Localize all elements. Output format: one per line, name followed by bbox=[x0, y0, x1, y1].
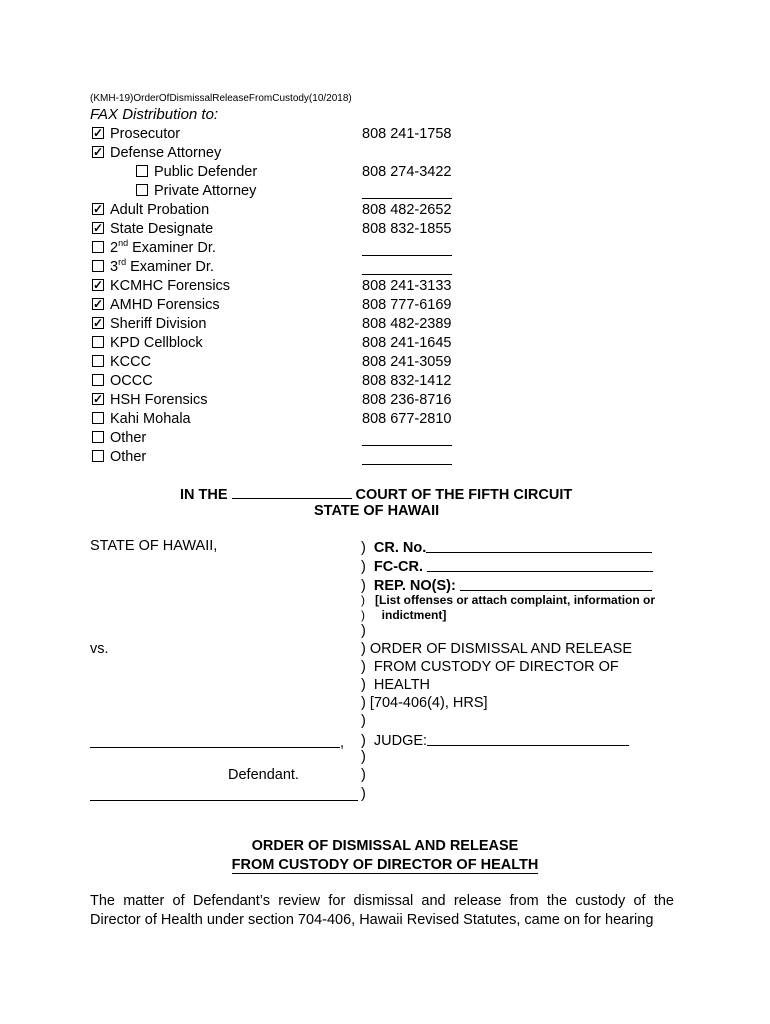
court-of-circuit: COURT OF THE FIFTH CIRCUIT bbox=[355, 487, 573, 503]
defendant-name-line[interactable] bbox=[90, 733, 344, 751]
distribution-label bbox=[92, 448, 146, 467]
order-title-line-2 bbox=[0, 857, 770, 873]
distribution-row bbox=[90, 144, 490, 163]
unchecked-checkbox[interactable] bbox=[92, 374, 104, 386]
plaintiff-name: STATE OF HAWAII, bbox=[90, 538, 218, 554]
distribution-label bbox=[92, 334, 203, 353]
checkmark-icon: ✓ bbox=[93, 126, 104, 140]
distribution-row bbox=[90, 372, 490, 391]
unchecked-checkbox[interactable] bbox=[92, 260, 104, 272]
ordinal-suffix: nd bbox=[118, 238, 129, 249]
fax-distribution-title: FAX Distribution to: bbox=[90, 106, 219, 123]
distribution-label bbox=[92, 201, 209, 220]
distribution-row bbox=[90, 258, 490, 277]
rep-no-row: ) REP. NO(S): bbox=[361, 576, 652, 594]
order-caption-row-1: ) ORDER OF DISMISSAL AND RELEASE bbox=[361, 641, 632, 657]
distribution-label-text: Kahi Mohala bbox=[110, 411, 191, 427]
distribution-label bbox=[92, 125, 180, 144]
court-name-blank[interactable] bbox=[232, 484, 352, 499]
checked-checkbox[interactable] bbox=[92, 298, 104, 310]
checkmark-icon: ✓ bbox=[93, 392, 104, 406]
distribution-label bbox=[92, 144, 221, 163]
fax-number-blank[interactable] bbox=[362, 464, 452, 465]
fax-number: 808 241-1645 bbox=[362, 335, 452, 351]
distribution-label-text: OCCC bbox=[110, 373, 153, 389]
distribution-row bbox=[90, 201, 490, 220]
court-state: STATE OF HAWAII bbox=[314, 503, 440, 519]
cr-no-row: ) CR. No. bbox=[361, 538, 652, 556]
defendant-name-blank[interactable] bbox=[90, 733, 340, 748]
checkmark-icon: ✓ bbox=[93, 278, 104, 292]
list-offenses-text-1: [List offenses or attach complaint, information or bbox=[375, 593, 656, 607]
distribution-label-text: KPD Cellblock bbox=[110, 335, 203, 351]
body-paragraph: The matter of Defendant’s review for dismissal and release from the custody of the Director of Health under section 704-406, Hawaii Revised Statutes, came on for hearing bbox=[90, 893, 674, 928]
fax-number: 808 482-2652 bbox=[362, 202, 452, 218]
distribution-label-text: Private Attorney bbox=[154, 183, 257, 199]
distribution-label bbox=[92, 429, 146, 448]
paren-blank-2: ) bbox=[361, 713, 366, 729]
distribution-label bbox=[92, 372, 153, 391]
distribution-row bbox=[90, 448, 490, 467]
judge-field[interactable] bbox=[427, 731, 629, 746]
distribution-row bbox=[90, 163, 490, 182]
fax-number: 808 777-6169 bbox=[362, 297, 452, 313]
fax-number: 808 241-3059 bbox=[362, 354, 452, 370]
order-caption-text-3: HEALTH bbox=[373, 677, 431, 693]
order-caption-row-2: ) FROM CUSTODY OF DIRECTOR OF bbox=[361, 659, 619, 675]
distribution-row bbox=[90, 429, 490, 448]
distribution-row bbox=[90, 353, 490, 372]
distribution-row bbox=[90, 391, 490, 410]
distribution-row bbox=[90, 296, 490, 315]
distribution-label bbox=[92, 220, 213, 239]
paren-blank-1: ) bbox=[361, 623, 366, 639]
defendant-blank-line[interactable] bbox=[90, 786, 358, 804]
distribution-label-text: Adult Probation bbox=[110, 202, 210, 218]
fc-cr-field[interactable] bbox=[427, 557, 653, 572]
checked-checkbox[interactable] bbox=[92, 393, 104, 405]
checked-checkbox[interactable] bbox=[92, 279, 104, 291]
cr-no-label: CR. No. bbox=[373, 540, 427, 556]
list-offenses-row-1: ) [List offenses or attach complaint, information or bbox=[361, 593, 656, 607]
fc-cr-label: FC-CR. bbox=[373, 559, 424, 575]
court-in-the: IN THE bbox=[180, 487, 228, 503]
vs-label: vs. bbox=[90, 641, 109, 657]
checkmark-icon: ✓ bbox=[93, 145, 104, 159]
comma: , bbox=[340, 735, 345, 751]
unchecked-checkbox[interactable] bbox=[92, 412, 104, 424]
rep-no-field[interactable] bbox=[460, 576, 652, 591]
distribution-row bbox=[90, 277, 490, 296]
rep-no-label: REP. NO(S): bbox=[373, 578, 456, 594]
distribution-label bbox=[92, 410, 191, 429]
order-title-text-2: FROM CUSTODY OF DIRECTOR OF HEALTH bbox=[231, 857, 539, 873]
form-id: (KMH-19)OrderOfDismissalReleaseFromCustody(10/2018) bbox=[90, 93, 352, 104]
distribution-label-text: State Designate bbox=[110, 221, 214, 237]
checkmark-icon: ✓ bbox=[93, 221, 104, 235]
cr-no-field[interactable] bbox=[426, 538, 652, 553]
distribution-label-text: 2 bbox=[110, 240, 119, 256]
fax-number-blank[interactable] bbox=[362, 198, 452, 199]
judge-row: ) JUDGE: bbox=[361, 731, 629, 749]
distribution-label bbox=[92, 239, 216, 258]
distribution-label-rest: Examiner Dr. bbox=[128, 240, 216, 256]
distribution-label bbox=[92, 258, 214, 277]
checked-checkbox[interactable] bbox=[92, 317, 104, 329]
fax-number: 808 236-8716 bbox=[362, 392, 452, 408]
fax-number: 808 241-1758 bbox=[362, 126, 452, 142]
order-caption-text-2: FROM CUSTODY OF DIRECTOR OF bbox=[373, 659, 619, 675]
fax-number: 808 482-2389 bbox=[362, 316, 452, 332]
distribution-label-text: Other bbox=[110, 430, 147, 446]
distribution-label-text: KCCC bbox=[110, 354, 152, 370]
distribution-label bbox=[136, 182, 256, 201]
unchecked-checkbox[interactable] bbox=[92, 241, 104, 253]
fax-number-blank[interactable] bbox=[362, 255, 452, 256]
distribution-label bbox=[92, 315, 206, 334]
distribution-row bbox=[90, 220, 490, 239]
unchecked-checkbox[interactable] bbox=[92, 355, 104, 367]
order-caption-text-1: ORDER OF DISMISSAL AND RELEASE bbox=[369, 641, 632, 657]
list-offenses-text-2: indictment] bbox=[381, 608, 447, 622]
statute-row: ) [704-406(4), HRS] bbox=[361, 695, 488, 711]
checked-checkbox[interactable] bbox=[92, 222, 104, 234]
checked-checkbox[interactable] bbox=[92, 127, 104, 139]
distribution-label-text: KCMHC Forensics bbox=[110, 278, 231, 294]
order-title-line-1: ORDER OF DISMISSAL AND RELEASE bbox=[251, 838, 519, 854]
defendant-second-blank[interactable] bbox=[90, 786, 358, 801]
checkmark-icon: ✓ bbox=[93, 297, 104, 311]
checkmark-icon: ✓ bbox=[93, 202, 104, 216]
defendant-label: Defendant. bbox=[228, 767, 299, 783]
distribution-label bbox=[92, 296, 220, 315]
distribution-label-text: HSH Forensics bbox=[110, 392, 208, 408]
distribution-label-rest: Examiner Dr. bbox=[126, 259, 214, 275]
distribution-row bbox=[90, 239, 490, 258]
distribution-label-text: Prosecutor bbox=[110, 126, 181, 142]
unchecked-checkbox[interactable] bbox=[92, 431, 104, 443]
distribution-label-text: Defense Attorney bbox=[110, 145, 222, 161]
paren-blank-5: ) bbox=[361, 786, 366, 802]
distribution-label bbox=[92, 353, 151, 372]
distribution-label-text: 3 bbox=[110, 259, 119, 275]
distribution-label bbox=[136, 163, 257, 182]
paren-blank-3: ) bbox=[361, 749, 366, 765]
unchecked-checkbox[interactable] bbox=[92, 450, 104, 462]
paren-blank-4: ) bbox=[361, 767, 366, 783]
fax-number: 808 677-2810 bbox=[362, 411, 452, 427]
fax-number-blank[interactable] bbox=[362, 274, 452, 275]
order-caption-row-3: ) HEALTH bbox=[361, 677, 431, 693]
list-offenses-row-2: ) indictment] bbox=[361, 608, 447, 622]
fax-number: 808 832-1855 bbox=[362, 221, 452, 237]
distribution-label bbox=[92, 391, 208, 410]
unchecked-checkbox[interactable] bbox=[136, 165, 148, 177]
distribution-label-text: AMHD Forensics bbox=[110, 297, 220, 313]
court-heading bbox=[180, 484, 572, 503]
fax-number: 808 832-1412 bbox=[362, 373, 452, 389]
distribution-row bbox=[90, 334, 490, 353]
checkmark-icon: ✓ bbox=[93, 316, 104, 330]
unchecked-checkbox[interactable] bbox=[92, 336, 104, 348]
fax-number-blank[interactable] bbox=[362, 445, 452, 446]
ordinal-suffix: rd bbox=[118, 257, 127, 268]
fax-number: 808 241-3133 bbox=[362, 278, 452, 294]
distribution-row bbox=[90, 410, 490, 429]
distribution-label bbox=[92, 277, 230, 296]
distribution-label-text: Public Defender bbox=[154, 164, 258, 180]
distribution-row bbox=[90, 125, 490, 144]
statute-text: [704-406(4), HRS] bbox=[369, 695, 488, 711]
checked-checkbox[interactable] bbox=[92, 203, 104, 215]
judge-label: JUDGE: bbox=[373, 733, 428, 749]
unchecked-checkbox[interactable] bbox=[136, 184, 148, 196]
distribution-row bbox=[90, 182, 490, 201]
distribution-row bbox=[90, 315, 490, 334]
distribution-label-text: Sheriff Division bbox=[110, 316, 207, 332]
checked-checkbox[interactable] bbox=[92, 146, 104, 158]
fc-cr-row: ) FC-CR. bbox=[361, 557, 653, 575]
fax-number: 808 274-3422 bbox=[362, 164, 452, 180]
distribution-label-text: Other bbox=[110, 449, 147, 465]
